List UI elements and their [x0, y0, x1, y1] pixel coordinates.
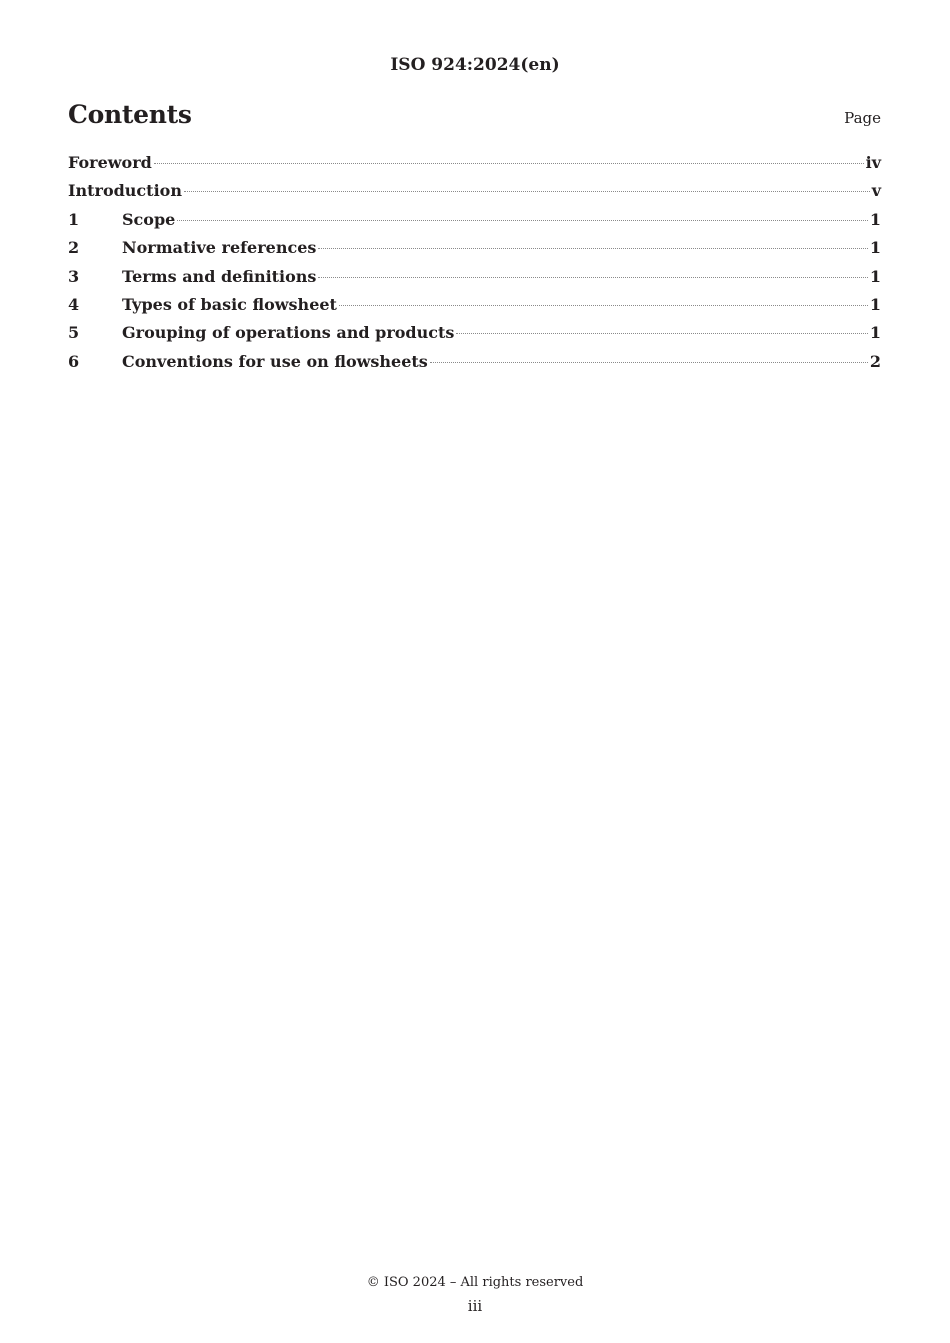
dot-leader [177, 220, 868, 221]
dot-leader [154, 163, 864, 164]
dot-leader [430, 362, 868, 363]
toc-entry-number: 3 [68, 266, 80, 286]
toc-entry-page[interactable]: 1 [869, 294, 881, 314]
toc-entry-grouping-of-operations[interactable] [68, 323, 881, 351]
toc-entry-types-of-basic-flowsheet[interactable] [68, 295, 881, 323]
page-number: iii [467, 1297, 483, 1315]
dot-leader [318, 248, 867, 249]
dot-leader [456, 333, 867, 334]
toc-entry-page[interactable]: 1 [869, 266, 881, 286]
toc-entry-page[interactable]: 1 [869, 238, 881, 258]
dot-leader [184, 191, 870, 192]
toc-entry-normative-references[interactable] [68, 238, 881, 266]
toc-entry-page[interactable]: 1 [869, 209, 881, 229]
toc-entry-terms-and-definitions[interactable] [68, 267, 881, 295]
page-column-label: Page [844, 109, 881, 127]
contents-header [68, 100, 881, 129]
contents-title: Contents [68, 100, 192, 129]
toc-entry-foreword[interactable] [68, 153, 881, 181]
toc-entry-number: 4 [68, 294, 80, 314]
toc-entry-title[interactable]: Types of basic flowsheet [122, 294, 337, 314]
toc-entry-introduction[interactable] [68, 181, 881, 209]
toc-entry-title[interactable]: Conventions for use on flowsheets [122, 351, 428, 371]
dot-leader [339, 305, 868, 306]
toc-entry-title[interactable]: Grouping of operations and products [122, 323, 455, 343]
toc-entry-number: 1 [68, 209, 80, 229]
toc-entry-page[interactable]: v [871, 181, 881, 201]
toc-entry-title[interactable]: Foreword [68, 153, 152, 172]
table-of-contents [68, 153, 881, 380]
toc-entry-page[interactable]: 2 [869, 351, 881, 371]
dot-leader [318, 277, 867, 278]
toc-entry-title[interactable]: Scope [122, 209, 176, 229]
copyright-notice: © ISO 2024 – All rights reserved [366, 1275, 584, 1290]
toc-entry-scope[interactable] [68, 210, 881, 238]
toc-entry-title[interactable]: Terms and definitions [122, 266, 317, 286]
toc-entry-page[interactable]: 1 [869, 323, 881, 343]
document-id-header: ISO 924:2024(en) [390, 55, 560, 75]
toc-entry-title[interactable]: Normative references [122, 238, 317, 258]
toc-entry-conventions-for-use[interactable] [68, 352, 881, 380]
toc-entry-title[interactable]: Introduction [68, 181, 182, 201]
toc-entry-number: 6 [68, 351, 80, 371]
toc-entry-number: 2 [68, 238, 80, 258]
toc-entry-number: 5 [68, 323, 80, 343]
toc-entry-page[interactable]: iv [865, 153, 881, 172]
